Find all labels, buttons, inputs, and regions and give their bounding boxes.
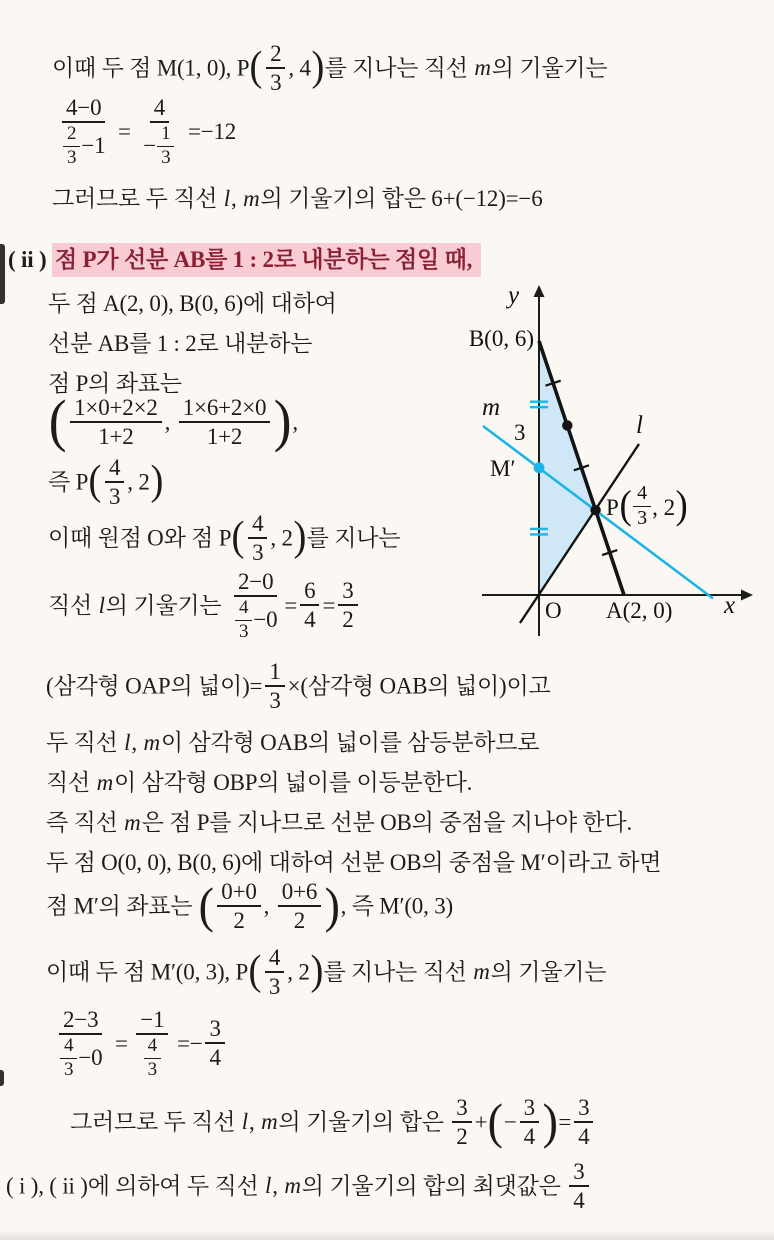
shaded-triangle-obp [539, 341, 596, 595]
fraction-4-3 [248, 510, 267, 566]
nested-fraction [60, 1035, 77, 1081]
korean-text: 은 점 P를 지나므로 선분 OB의 중점을 지나야 한다. [141, 810, 632, 835]
fraction-denominator: 2 [293, 908, 306, 934]
label-text: P [606, 495, 619, 521]
variable-m: m [96, 770, 114, 795]
label-text: 3 [514, 420, 526, 445]
fraction-denominator: 2 [342, 607, 354, 633]
display-math-slope-m-case2 [52, 1008, 228, 1083]
equals-minus: =− [176, 1030, 203, 1056]
fraction-numerator: 3 [452, 1094, 471, 1123]
korean-text: , 즉 M′(0, 3) [340, 893, 453, 919]
math-result: =−12 [187, 118, 237, 144]
variable-m: m [284, 1173, 301, 1199]
korean-text: 두 점 O(0, 0), B(0, 6)에 대하여 선분 OB의 중점을 M′이라고 하면 [46, 850, 662, 875]
label-text: m [482, 394, 501, 421]
label-text: M′ [490, 456, 516, 481]
fraction-numerator: 1×0+2×2 [70, 394, 162, 423]
fraction-denominator: 4 [573, 1188, 585, 1214]
line-m-label [482, 394, 500, 422]
equals-sign: = [322, 592, 336, 618]
display-math-p-coords: ( $\frac{1\times 0+2\times 2}{1+2}$ , $\frac{1\times 6+2\times 0}{1+2}$ ), [48, 388, 298, 454]
case2-highlighted-title: 점 P가 선분 AB를 1 : 2로 내분하는 점일 때, [52, 243, 481, 277]
fraction-x-coord [217, 878, 260, 934]
label-text: l [636, 412, 643, 439]
fraction-denominator: 2 [233, 908, 245, 934]
fraction-numerator: 4 [265, 944, 284, 973]
line-thus-p: 즉 P( $\frac{4}{3}$ , 2) [48, 455, 163, 510]
line-slope-of-l-calc [48, 570, 361, 645]
fraction-denominator: 3 [108, 484, 121, 510]
math-text: , 2 [127, 469, 150, 495]
fraction-main [58, 94, 109, 169]
equals-sign: = [114, 1030, 128, 1056]
tick-three-label [514, 420, 526, 446]
fraction-y-coord [278, 878, 321, 934]
page-edge-mark [0, 1070, 4, 1086]
fraction-main [55, 1006, 106, 1081]
fraction-denominator: 4 [578, 1124, 590, 1150]
math-text: , [272, 1173, 284, 1199]
nested-numerator: 2 [63, 123, 80, 146]
variable-m: m [261, 1109, 278, 1135]
fraction-numerator: 3 [574, 1094, 593, 1123]
korean-text: 를 지나는 [306, 525, 401, 551]
fraction-3-4 [569, 1158, 588, 1214]
korean-text: 를 지나는 직선 [324, 55, 474, 81]
nested-denominator: 3 [161, 146, 171, 168]
korean-text: 두 점 A(2, 0), B(0, 6)에 대하여 [48, 291, 337, 316]
nested-numerator: 1 [157, 123, 174, 146]
nested-denominator: 3 [239, 620, 249, 642]
page-bottom-shadow [0, 1230, 774, 1240]
variable-m: m [143, 730, 160, 755]
line-l-label [636, 412, 643, 440]
variable-l: l [98, 592, 105, 618]
fraction-numerator: 2−3 [59, 1006, 102, 1035]
variable-m: m [474, 55, 491, 81]
coordinate-diagram [450, 280, 774, 652]
math-text: , 2 [287, 959, 310, 985]
plus-sign: + [474, 1109, 488, 1135]
korean-text: 의 기울기의 합의 최댓값은 [301, 1173, 567, 1199]
fraction-numerator: 3 [338, 577, 357, 606]
fraction-numerator: 2 [266, 40, 285, 69]
fraction-denominator: 3 [268, 974, 281, 1000]
label-text: A(2, 0) [606, 598, 673, 623]
math-text: , [131, 730, 143, 755]
korean-text: 이 삼각형 OAB의 넓이를 삼등분하므로 [160, 730, 540, 755]
fraction-3-4 [574, 1094, 593, 1150]
fraction-denominator: 4 [523, 1124, 535, 1150]
korean-text: 의 기울기의 합은 [278, 1109, 450, 1135]
korean-text: 즉 직선 [46, 810, 124, 835]
nested-numerator: 4 [144, 1035, 161, 1058]
point-p-label: P ( $\frac{4}{3}$ , 2 ) [606, 482, 688, 529]
korean-text: 의 기울기의 합은 6+(−12)=−6 [260, 186, 543, 211]
nested-numerator: 4 [235, 597, 252, 620]
math-text: −0 [253, 607, 278, 633]
line-mprime-coords: 점 M′의 좌표는 ( $\frac{0+0}{2}$ , $\frac{0+6}{2}$ ), 즉 M′(0, 3) [46, 877, 453, 934]
fraction-denominator: 4 [304, 607, 316, 633]
math-text: 이때 두 점 M(1, 0), P [52, 55, 250, 81]
line-sum-of-slopes-case2: 그러므로 두 직선 l, m의 기울기의 합은 $\frac{3}{2}$ +(− $\frac{3}{4}$ )= $\frac{3}{4}$ [70, 1096, 596, 1152]
korean-text: 즉 P [48, 469, 89, 495]
fraction-4-3 [633, 482, 651, 530]
korean-text: 이 삼각형 OBP의 넓이를 이등분한다. [114, 770, 473, 795]
case2-marker: ( ii ) [8, 247, 47, 272]
fraction-numerator: 3 [205, 1015, 224, 1044]
fraction-numerator: 6 [300, 577, 319, 606]
nested-fraction [157, 123, 174, 169]
variable-l: l [124, 730, 131, 755]
fraction-denominator: 2 [456, 1124, 468, 1150]
point-a-label [606, 598, 672, 624]
korean-text: 그러므로 두 직선 [70, 1109, 241, 1135]
fraction-2-3 [266, 40, 285, 96]
point-on-ab-dot [562, 420, 572, 430]
line-bisect [46, 764, 472, 797]
page-edge-mark [0, 244, 5, 304]
fraction-numerator: 4 [150, 94, 169, 123]
fraction-denominator: 3 [252, 540, 264, 566]
point-mprime-dot [534, 462, 545, 473]
line-trisect [46, 724, 539, 757]
y-axis-label [508, 282, 519, 310]
fraction-denominator: 1+2 [98, 424, 134, 450]
fraction-x-coord [70, 394, 162, 450]
label-text: y [508, 282, 520, 309]
origin-label [545, 598, 562, 624]
label-text: B(0, 6) [468, 326, 534, 351]
korean-text: ( i ), ( ii )에 의하여 두 직선 [6, 1173, 265, 1199]
korean-text: 이때 원점 O와 점 P [48, 525, 232, 551]
fraction-numerator: 1×6+2×0 [179, 394, 271, 423]
math-text: , 4 [288, 55, 311, 81]
fraction-numerator: 0+6 [278, 878, 321, 907]
comma: , [164, 409, 176, 435]
line-origin-and-p: 이때 원점 O와 점 P( $\frac{4}{3}$ , 2)를 지나는 [48, 511, 401, 566]
fraction-1-3 [265, 658, 284, 714]
fraction-numerator: 2−0 [234, 568, 277, 597]
x-axis-arrow [741, 590, 753, 601]
line-two-points-ab [48, 285, 337, 318]
line-midpoint-requirement [46, 804, 632, 837]
equals-sign: = [284, 592, 298, 618]
line-slope-of-m-intro: 이때 두 점 M(1, 0), P( $\frac{2}{3}$ , 4)를 지나는 직선 m의 기울기는 [52, 41, 608, 96]
nested-denominator: 3 [67, 146, 77, 168]
korean-text: 이때 두 점 M′(0, 3), P [46, 959, 249, 985]
comma: , [263, 893, 275, 919]
korean-text: (삼각형 OAP의 넓이)= [46, 673, 263, 699]
korean-text: 점 P의 좌표는 [48, 371, 182, 396]
nested-denominator: 3 [64, 1058, 74, 1080]
math-text: , [248, 1109, 261, 1135]
fraction-3-2 [452, 1094, 471, 1150]
fraction-3-4 [520, 1094, 539, 1150]
math-text: −0 [78, 1045, 103, 1071]
nested-numerator: 4 [60, 1035, 77, 1058]
fraction-y-coord [179, 394, 271, 450]
fraction-denominator [230, 597, 281, 643]
equals-sign: = [558, 1109, 572, 1135]
line-area-relation [46, 660, 551, 716]
fraction-main [136, 1006, 168, 1081]
nested-denominator: 3 [147, 1058, 157, 1080]
fraction-6-4 [300, 577, 319, 633]
fraction-denominator: 3 [269, 688, 281, 714]
fraction-numerator: 0+0 [217, 878, 260, 907]
fraction-denominator [139, 123, 179, 169]
fraction-numerator: 4 [105, 454, 124, 483]
fraction-3-2 [338, 577, 357, 633]
line-final-answer [6, 1160, 592, 1216]
math-text: , [230, 186, 243, 211]
fraction-main [139, 94, 179, 169]
fraction-numerator: 4−0 [62, 94, 105, 123]
line-define-mprime [46, 844, 661, 877]
fraction-denominator: 3 [270, 70, 282, 96]
variable-l: l [265, 1173, 272, 1199]
korean-text: 직선 [48, 592, 98, 618]
fraction-numerator: −1 [136, 1006, 168, 1035]
nested-fraction [144, 1035, 161, 1081]
fraction-denominator [58, 123, 109, 169]
y-axis-arrow [534, 285, 545, 297]
korean-text: ×(삼각형 OAB의 넓이)이고 [287, 673, 551, 699]
fraction-denominator [55, 1035, 106, 1081]
variable-m: m [124, 810, 141, 835]
x-axis-label [724, 592, 735, 620]
fraction-denominator: 3 [637, 506, 648, 529]
korean-text: 직선 [46, 770, 96, 795]
point-mprime-label [490, 456, 515, 482]
variable-l: l [223, 186, 230, 211]
fraction-4-3 [105, 454, 124, 510]
nested-fraction [63, 123, 80, 169]
label-text: , 2 [652, 495, 676, 521]
korean-text: 그러므로 두 직선 [52, 186, 223, 211]
line-divide-ab [48, 325, 312, 358]
case2-heading [8, 241, 481, 274]
line-slope-m-intro-case2: 이때 두 점 M′(0, 3), P( $\frac{4}{3}$ , 2)를 지나는 직선 m의 기울기는 [46, 945, 607, 1000]
minus-sign: − [143, 133, 157, 159]
comma: , [292, 409, 298, 435]
point-p-dot [590, 505, 600, 515]
math-text: , 2 [270, 525, 293, 551]
fraction-3-4 [205, 1015, 224, 1071]
fraction-main [230, 568, 281, 643]
fraction-numerator: 1 [265, 658, 284, 687]
math-text: −1 [81, 133, 106, 159]
fraction-numerator: 4 [633, 482, 651, 507]
line-sum-of-slopes-case1 [52, 180, 543, 213]
korean-text: 두 직선 [46, 730, 124, 755]
fraction-numerator: 4 [248, 510, 267, 539]
nested-fraction [235, 597, 252, 643]
korean-text: 의 기울기는 [490, 959, 607, 985]
korean-text: 의 기울기는 [105, 592, 227, 618]
variable-l: l [241, 1109, 248, 1135]
korean-text: 의 기울기는 [491, 55, 608, 81]
label-text: O [545, 598, 562, 623]
fraction-denominator: 1+2 [206, 424, 243, 450]
variable-m: m [473, 959, 490, 985]
korean-text: 선분 AB를 1 : 2로 내분하는 [48, 331, 313, 356]
korean-text: 점 M′의 좌표는 [46, 893, 198, 919]
variable-m: m [243, 186, 260, 211]
fraction-numerator: 3 [569, 1158, 588, 1187]
equals-sign: = [117, 118, 131, 144]
fraction-denominator: 4 [209, 1045, 221, 1071]
label-text: x [724, 592, 736, 619]
fraction-4-3 [265, 944, 284, 1000]
minus-sign: − [503, 1109, 517, 1135]
fraction-denominator [139, 1035, 166, 1081]
korean-text: 를 지나는 직선 [323, 959, 473, 985]
point-b-label [450, 326, 534, 352]
fraction-numerator: 3 [520, 1094, 539, 1123]
display-math-slope-m-calc [55, 96, 236, 171]
